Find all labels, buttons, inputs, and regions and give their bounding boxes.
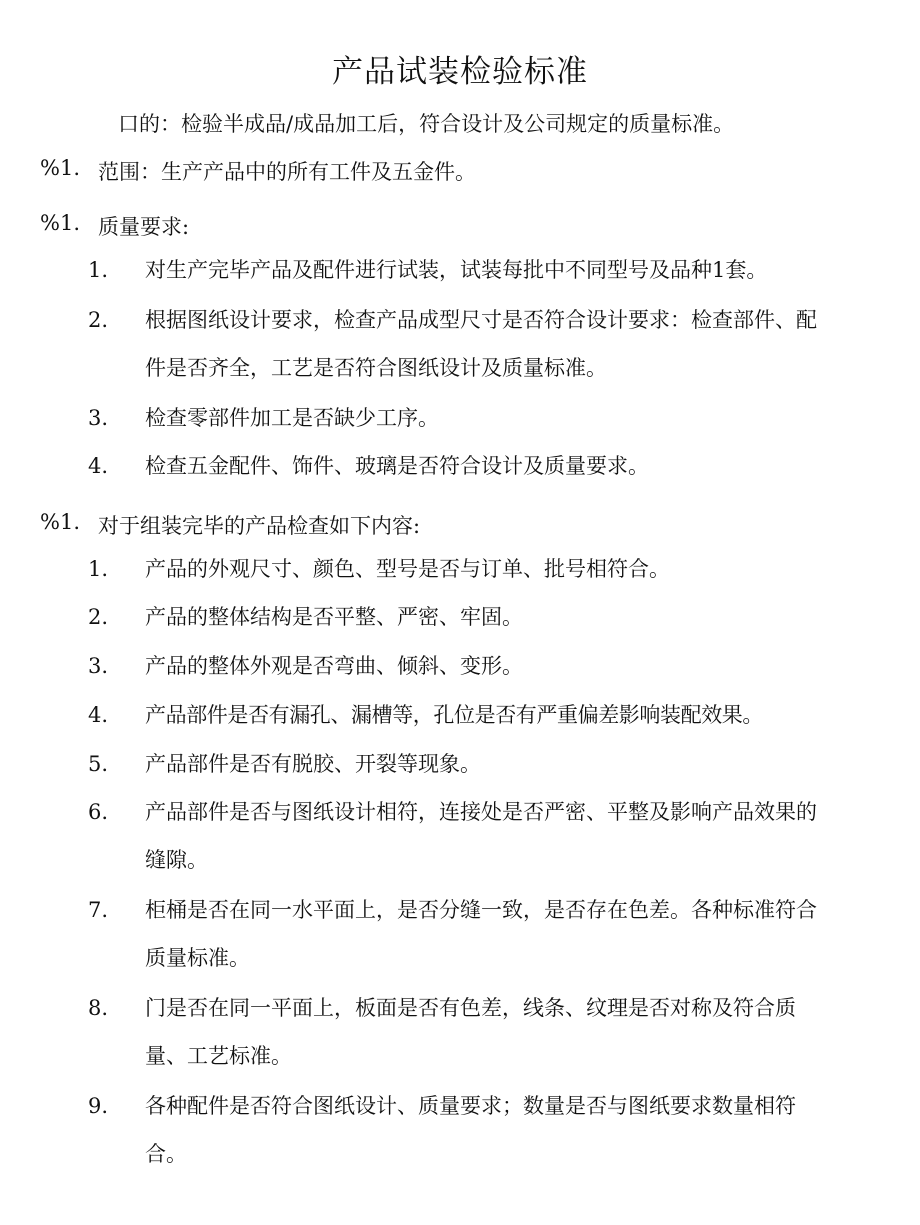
item-text: 柜桶是否在同一水平面上，是否分缝一致，是否存在色差。各种标准符合质量标准。: [145, 898, 817, 970]
item-number: 9.: [88, 1094, 109, 1118]
document-title: 产品试装检验标准: [332, 54, 588, 90]
item-number: 2.: [88, 308, 109, 332]
list-item: [88, 593, 848, 641]
item-number: 7.: [88, 898, 109, 922]
list-item: [88, 394, 848, 442]
item-number: 2.: [88, 605, 109, 629]
item-text: 产品的外观尺寸、颜色、型号是否与订单、批号相符合。: [145, 557, 670, 581]
item-text: 各种配件是否符合图纸设计、质量要求；数量是否与图纸要求数量相符合。: [145, 1094, 796, 1166]
section-text: 范围：生产产品中的所有工件及五金件。: [98, 160, 476, 184]
item-number: 3.: [88, 406, 109, 430]
item-text: 产品部件是否有漏孔、漏槽等，孔位是否有严重偏差影响装配效果。: [145, 703, 763, 727]
item-number: 3.: [88, 654, 109, 678]
item-number: 1.: [88, 258, 109, 282]
section-quality-requirements: [40, 211, 189, 241]
item-text: 产品的整体结构是否平整、严密、牢固。: [145, 605, 523, 629]
item-text: 对生产完毕产品及配件进行试装，试装每批中不同型号及品种1套。: [145, 258, 768, 282]
item-text: 产品部件是否有脱胶、开裂等现象。: [145, 752, 481, 776]
list-item: [88, 691, 848, 739]
list-item: [88, 740, 848, 788]
item-number: 4.: [88, 454, 109, 478]
section-text: 对于组装完毕的产品检查如下内容:: [98, 514, 421, 538]
list-item: [88, 886, 848, 982]
section-number: %1.: [40, 156, 80, 180]
item-text: 产品的整体外观是否弯曲、倾斜、变形。: [145, 654, 523, 678]
item-text: 检查零部件加工是否缺少工序。: [145, 406, 439, 430]
section-inspection-content: [40, 510, 420, 540]
section-scope: [40, 156, 476, 186]
list-item: [88, 1082, 848, 1178]
section-number: %1.: [40, 211, 80, 235]
item-text: 检查五金配件、饰件、玻璃是否符合设计及质量要求。: [145, 454, 649, 478]
list-item: [88, 788, 848, 884]
item-text: 根据图纸设计要求，检查产品成型尺寸是否符合设计要求：检查部件、配件是否齐全，工艺是否符合图纸设计及质量标准。: [145, 308, 817, 380]
list-item: [88, 442, 848, 490]
list-item: [88, 642, 848, 690]
item-number: 6.: [88, 800, 109, 824]
item-number: 4.: [88, 703, 109, 727]
purpose-statement: 口的：检验半成品/成品加工后，符合设计及公司规定的质量标准。: [118, 112, 735, 136]
section-text: 质量要求:: [98, 215, 190, 239]
item-text: 门是否在同一平面上，板面是否有色差，线条、纹理是否对称及符合质量、工艺标准。: [145, 996, 796, 1068]
list-item: [88, 246, 848, 294]
list-item: [88, 984, 848, 1080]
list-item: [88, 545, 848, 593]
item-number: 1.: [88, 557, 109, 581]
item-number: 5.: [88, 752, 109, 776]
item-number: 8.: [88, 996, 109, 1020]
list-item: [88, 296, 848, 392]
section-number: %1.: [40, 510, 80, 534]
item-text: 产品部件是否与图纸设计相符，连接处是否严密、平整及影响产品效果的缝隙。: [145, 800, 817, 872]
